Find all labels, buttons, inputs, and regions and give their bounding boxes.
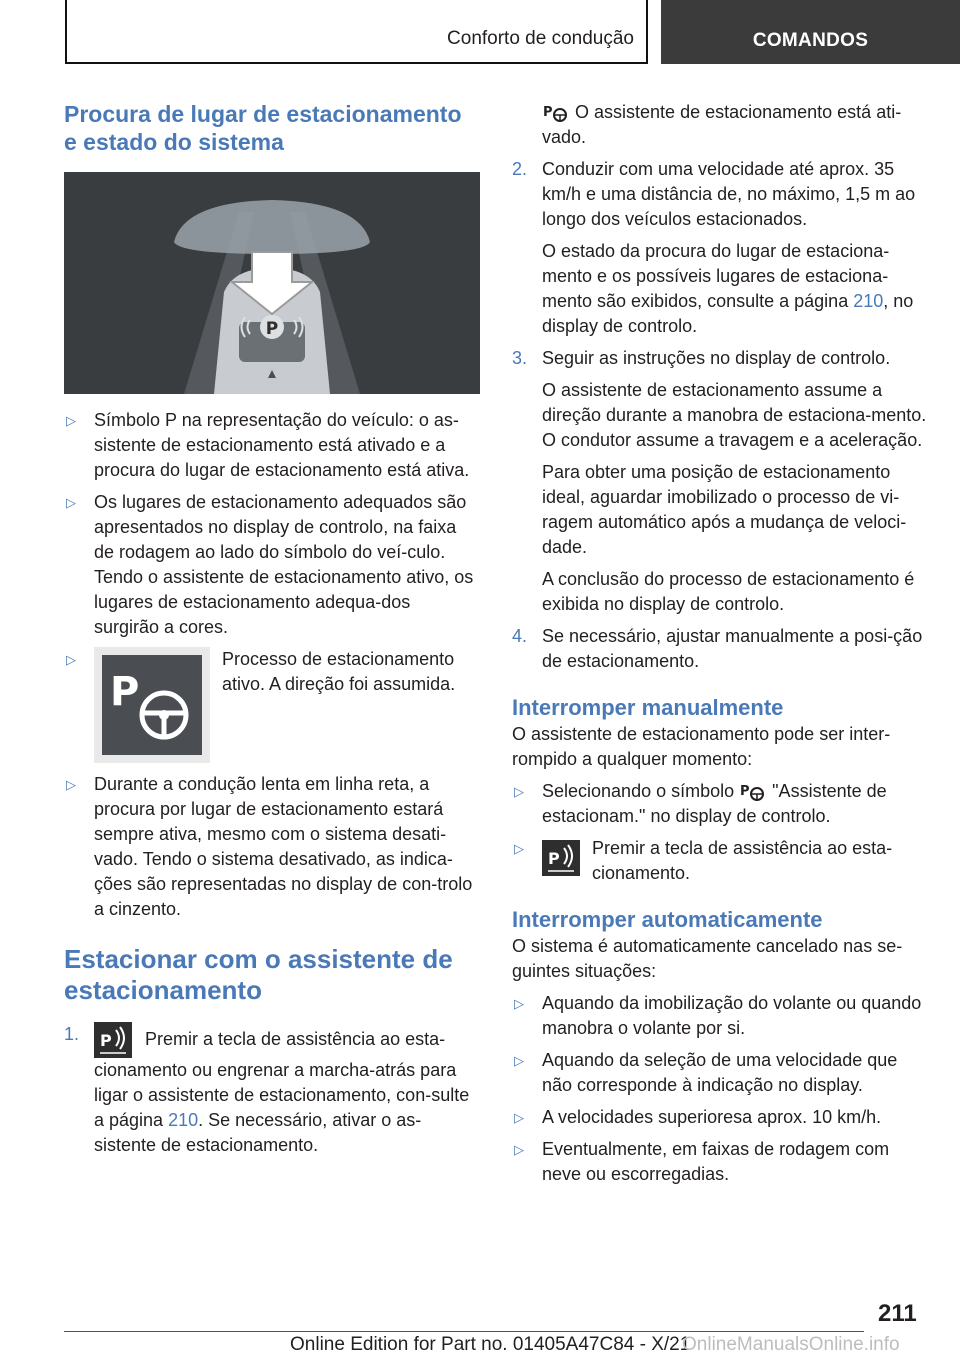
page-number: 211 <box>878 1300 917 1327</box>
list-item: ▷ A velocidades superioresa aprox. 10 km/h. <box>512 1105 932 1130</box>
step-item: P O assistente de estacionamento está ati-vado. <box>542 102 902 147</box>
list-item: ▷ Aquando da seleção de uma velocidade que não corresponde à indicação no display. <box>514 1050 898 1095</box>
manual-intro: O assistente de estacionamento pode ser inter-rompido a qualquer momento: <box>512 724 891 769</box>
section-title-manual: Interromper manualmente <box>512 695 784 720</box>
svg-text:P: P <box>265 319 279 339</box>
section-title-search: Procura de lugar de estacionamento e estado do sistema <box>64 101 462 155</box>
parking-steering-wheel-icon <box>739 781 767 803</box>
triangle-right-icon: ▷ <box>514 1053 524 1068</box>
triangle-right-icon: ▷ <box>66 652 76 667</box>
parking-assistant-button-icon <box>542 840 580 876</box>
header-section-box <box>65 0 648 64</box>
list-item: ▷ Símbolo P na representação do veículo: o as-sistente de estacionamento está ativado e a procura do lugar de estacionamento está ativa. <box>66 410 470 480</box>
triangle-right-icon: ▷ <box>66 413 76 428</box>
right-column <box>512 100 932 1194</box>
list-item: ▷ Aquando da imobilização do volante ou quando manobra o volante por si. <box>514 993 922 1038</box>
triangle-right-icon: ▷ <box>514 1110 524 1125</box>
list-item: ▷ Selecionando o símbolo P "Assistente de estacionam." no display de controlo. <box>514 781 887 826</box>
list-item: ▷ P Premir a tecla de assistência ao esta-cionamento. <box>514 838 893 883</box>
list-item: ▷ Eventualmente, em faixas de rodagem com neve ou escorregadias. <box>514 1139 890 1184</box>
footer-watermark: OnlineManualsOnline.info <box>682 1334 900 1355</box>
header-section-title: Conforto de condução <box>447 28 634 49</box>
step-item: 3. Seguir as instruções no display de controlo. O assistente de estacionamento assume a direção durante a manobra de estaciona-mento. O condutor assume a travagem e a aceleração. Para obter uma posição de estacionamento ideal, aguardar imobilizado o processo de vi-ragem automático após a mudança de veloci-dade. A conclusão do processo de estacionamento é exibida no display de controlo. <box>512 348 927 614</box>
triangle-right-icon: ▷ <box>66 777 76 792</box>
step-number: 4. <box>512 626 528 646</box>
list-item: ▷ Durante a condução lenta em linha reta, a procura por lugar de estacionamento estará sempre ativa, mesmo com o sistema desati-vado. Tendo o sistema desativado, as indica-ções são representadas no display de con-trolo a cinzento. <box>66 774 473 919</box>
triangle-right-icon: ▷ <box>66 495 76 510</box>
svg-text:P: P <box>548 849 560 868</box>
step-item: 1. P Premir a tecla de assistência ao esta-cionamento ou engrenar a marcha-atrás para ligar o assistente de estacionamento, con-sulte a página 210. Se necessário, ativar o as-sistente de estacionamento. <box>64 1024 470 1155</box>
left-column <box>64 100 480 1165</box>
footer-edition: Online Edition for Part no. 01405A47C84 - X/21 <box>290 1334 691 1355</box>
triangle-right-icon: ▷ <box>514 1142 524 1157</box>
parking-assistant-button-icon <box>94 1022 132 1058</box>
section-title-park: Estacionar com o assistente de estacionamento <box>64 944 453 1005</box>
park-search-svg <box>64 172 480 394</box>
svg-text:P: P <box>740 784 750 800</box>
page-link[interactable]: 210 <box>168 1110 199 1130</box>
parking-steering-wheel-icon <box>94 647 210 763</box>
step-number: 2. <box>512 159 528 179</box>
step-number: 1. <box>64 1024 80 1044</box>
step-item: 4. Se necessário, ajustar manualmente a posi-ção de estacionamento. <box>512 626 923 671</box>
list-item: ▷ P Processo de estacionamento ativo. A direção foi assumida. <box>64 647 480 765</box>
svg-text:P: P <box>110 669 140 715</box>
svg-text:P: P <box>543 105 553 121</box>
header-chapter-box <box>661 0 960 64</box>
step-item: 2. Conduzir com uma velocidade até aprox. 35 km/h e uma distância de, no máximo, 1,5 m ao longo dos veículos estacionados. O estado da procura do lugar de estaciona-mento e os possíveis lugares de estaciona-mento são exibidos, consulte a página 210, no display de controlo. <box>512 159 916 336</box>
page-link[interactable]: 210 <box>853 291 884 311</box>
footer-divider <box>64 1331 864 1332</box>
triangle-right-icon: ▷ <box>514 996 524 1011</box>
auto-intro: O sistema é automaticamente cancelado nas se-guintes situações: <box>512 936 903 981</box>
step-number: 3. <box>512 348 528 368</box>
triangle-right-icon: ▷ <box>514 841 524 856</box>
section-title-auto: Interromper automaticamente <box>512 907 823 932</box>
list-item: ▷ Os lugares de estacionamento adequados são apresentados no display de controlo, na faixa de rodagem ao lado do símbolo do veí-culo. Tendo o assistente de estacionamento ativo, os lugares de estacionamento adequa-dos surgirão a cores. <box>66 492 474 637</box>
triangle-right-icon: ▷ <box>514 784 524 799</box>
park-search-illustration <box>64 172 480 394</box>
svg-text:P: P <box>100 1031 112 1050</box>
header-chapter-title: COMANDOS <box>752 30 869 51</box>
parking-steering-wheel-icon <box>542 102 570 124</box>
